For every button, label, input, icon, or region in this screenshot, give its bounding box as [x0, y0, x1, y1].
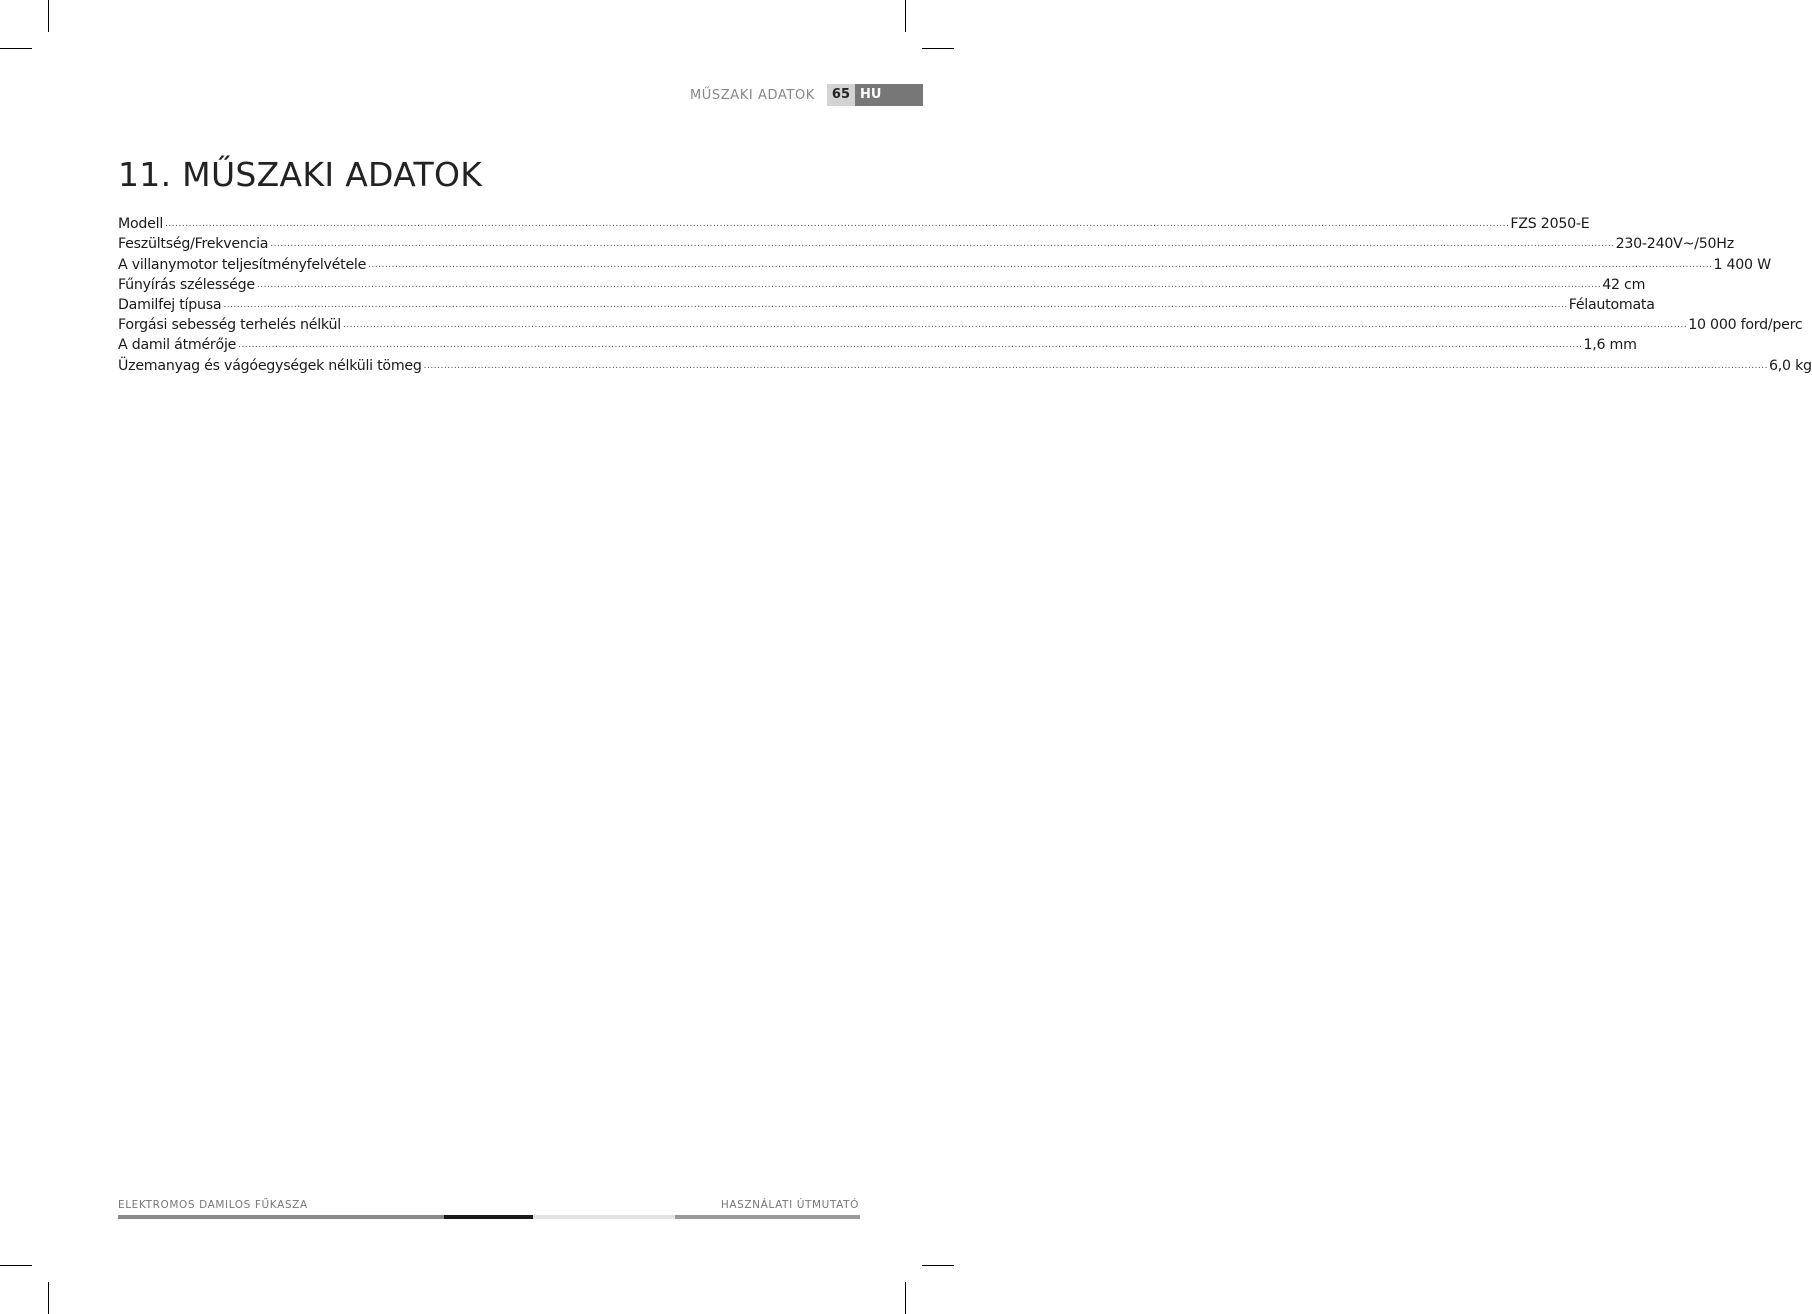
spec-label: A villanymotor teljesítményfelvétele: [118, 256, 367, 273]
spec-label: Damilfej típusa: [118, 296, 222, 313]
crop-mark: [48, 0, 49, 32]
dot-leader: ................................................................................................................................................................................................................................................................................................................................................................................................................: [165, 219, 1510, 230]
dot-leader: ................................................................................................................................................................................................................................................................................................................................................................................................................: [368, 259, 1713, 270]
header-section-title: MŰSZAKI ADATOK: [689, 87, 815, 103]
spec-list: [118, 213, 1812, 375]
spec-value: Félautomata: [1568, 296, 1655, 313]
spec-row: [118, 274, 1646, 294]
footer-bar-segment: [675, 1215, 860, 1219]
spec-value: 42 cm: [1602, 276, 1646, 293]
footer-manual-label: HASZNÁLATI ÚTMUTATÓ: [720, 1199, 859, 1211]
language-badge: HU: [855, 84, 923, 106]
spec-row: [118, 213, 1590, 233]
running-header: [690, 84, 923, 106]
page-number: 65: [827, 84, 855, 106]
page-title: 11. MŰSZAKI ADATOK: [118, 155, 483, 194]
spec-label: A damil átmérője: [118, 337, 237, 354]
dot-leader: ................................................................................................................................................................................................................................................................................................................................................................................................................: [342, 320, 1688, 331]
spec-value: 1 400 W: [1713, 256, 1771, 273]
spec-row: [118, 314, 1803, 334]
crop-mark: [905, 0, 906, 32]
crop-mark: [922, 1265, 954, 1266]
spec-row: [118, 334, 1637, 354]
footer-color-bar: [118, 1215, 860, 1219]
spec-value: FZS 2050-E: [1510, 216, 1590, 233]
spec-row: [118, 253, 1771, 273]
footer-bar-segment: [118, 1215, 444, 1219]
spec-value: 230-240V~/50Hz: [1615, 236, 1734, 253]
crop-mark: [905, 1282, 906, 1314]
dot-leader: ................................................................................................................................................................................................................................................................................................................................................................................................................: [238, 340, 1583, 351]
spec-row: [118, 354, 1812, 374]
crop-mark: [922, 48, 954, 49]
spec-label: Forgási sebesség terhelés nélkül: [118, 317, 341, 334]
dot-leader: ................................................................................................................................................................................................................................................................................................................................................................................................................: [270, 239, 1615, 250]
spec-value: 1,6 mm: [1583, 337, 1637, 354]
spec-label: Feszültség/Frekvencia: [118, 236, 269, 253]
dot-leader: ................................................................................................................................................................................................................................................................................................................................................................................................................: [256, 279, 1602, 290]
spec-value: 6,0 kg: [1769, 357, 1812, 374]
dot-leader: ................................................................................................................................................................................................................................................................................................................................................................................................................: [223, 299, 1568, 310]
dot-leader: ................................................................................................................................................................................................................................................................................................................................................................................................................: [423, 360, 1769, 371]
footer-bar-segment: [533, 1215, 675, 1219]
spec-label: Modell: [118, 216, 164, 233]
spec-label: Üzemanyag és vágóegységek nélküli tömeg: [118, 357, 422, 374]
spec-row: [118, 233, 1734, 253]
spec-label: Fűnyírás szélessége: [118, 276, 255, 293]
crop-mark: [48, 1282, 49, 1314]
spec-row: [118, 294, 1655, 314]
crop-mark: [0, 1265, 32, 1266]
spec-value: 10 000 ford/perc: [1688, 317, 1803, 334]
footer-product-name: ELEKTROMOS DAMILOS FŰKASZA: [118, 1199, 308, 1211]
footer-bar-segment: [444, 1215, 533, 1219]
crop-mark: [0, 48, 32, 49]
